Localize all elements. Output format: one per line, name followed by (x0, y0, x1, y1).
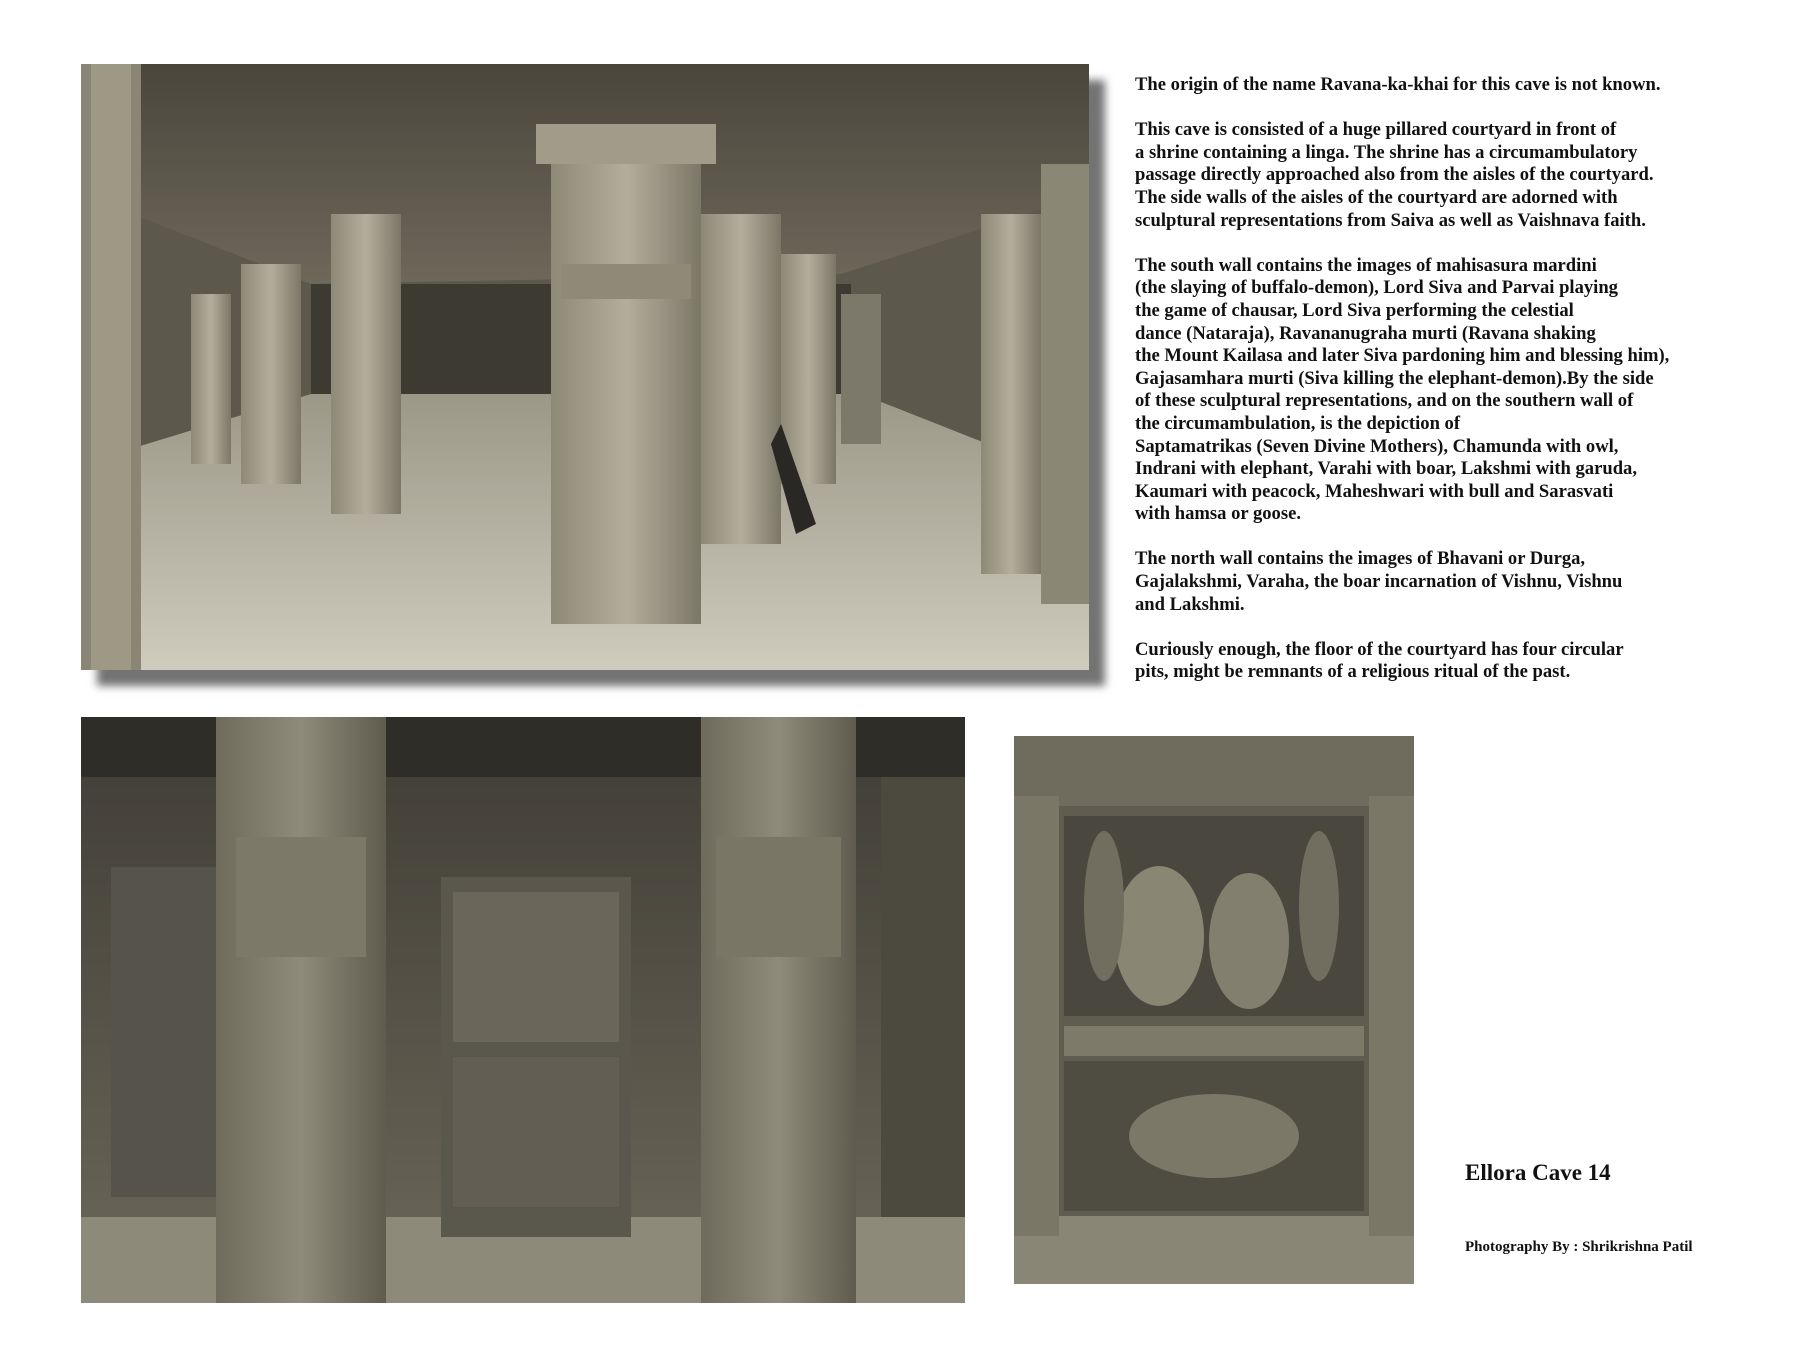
description-paragraph-2: This cave is consisted of a huge pillared courtyard in front of a shrine containing a linga. The shrine has a circumambulatory passage directly approached also from the aisles of the courtyard. The side walls of the aisles of the courtyard are adorned with sculptural representations from Saiva as well as Vaishnava faith. (1135, 119, 1654, 231)
photo-credit: Photography By : Shrikrishna Patil (1465, 1239, 1693, 1255)
relief-panel-photo (1014, 736, 1414, 1284)
page-title: Ellora Cave 14 (1465, 1160, 1611, 1185)
courtyard-photo-drawing (81, 64, 1089, 670)
pillars-photo (81, 717, 965, 1303)
relief-panel-photo-drawing (1014, 736, 1414, 1284)
description-text (1135, 74, 1790, 707)
courtyard-photo (81, 64, 1089, 670)
pillars-photo-drawing (81, 717, 965, 1303)
description-paragraph-3: The south wall contains the images of mahisasura mardini (the slaying of buffalo-demon), Lord Siva and Parvai playing the game of chausar, Lord Siva performing the celestial dance (Nataraja), Ravananugraha murti (Ravana shaking the Mount Kailasa and later Siva pardoning him and blessing him), Gajasamhara murti (Siva killing the elephant-demon).By the side of these sculptural representations, and on the southern wall of the circumambulation, is the depiction of Saptamatrikas (Seven Divine Mothers), Chamunda with owl, Indrani with elephant, Varahi with boar, Lakshmi with garuda, Kaumari with peacock, Maheshwari with bull and Sarasvati with hamsa or goose. (1135, 254, 1670, 525)
description-paragraph-4: The north wall contains the images of Bhavani or Durga, Gajalakshmi, Varaha, the boar incarnation of Vishnu, Vishnu and Lakshmi. (1135, 548, 1623, 615)
description-paragraph-5: Curiously enough, the floor of the courtyard has four circular pits, might be remnants of a religious ritual of the past. (1135, 638, 1624, 683)
description-paragraph-1: The origin of the name Ravana-ka-khai for this cave is not known. (1135, 74, 1661, 95)
